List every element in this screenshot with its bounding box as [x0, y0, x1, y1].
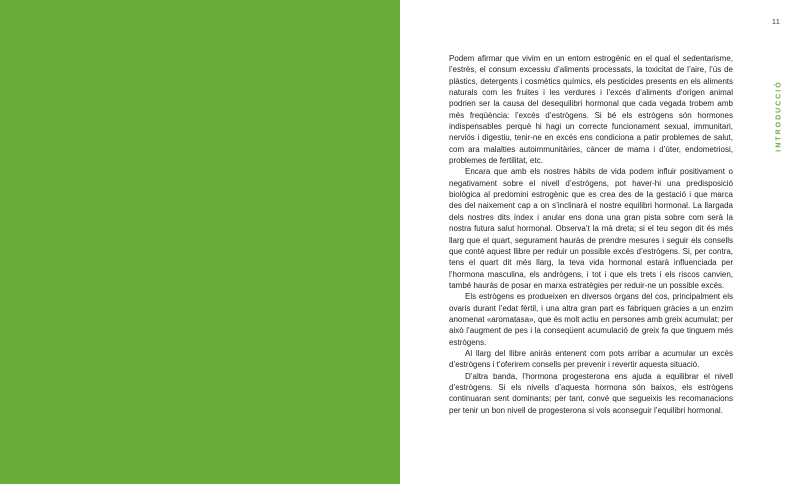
paragraph-1: Podem afirmar que vivim en un entorn estrogènic en el qual el sedentarisme, l’estrès, el consum excessiu d’aliments processats, la toxicitat de l’aire, l’ús de plàstics, detergents i cosmètics químics, els pesticides presents en els aliments naturals com les fruites i les verdures i l’excés d’aliments d’origen animal podrien ser la causa del desequilibri hormonal que cada vegada trobem amb més freqüència: l’excés d’estrògens. Si bé els estrògens són hormones indispensables perquè hi hagi un correcte funcionament sexual, immunitari, nerviós i digestiu, tenir-ne en excés ens condiciona a patir problemes de salut, com ara malalties autoimmunitàries, càncer de mama i d’úter, endometriosi, problemes de fertilitat, etc. [449, 54, 733, 166]
page-number: 11 [772, 19, 781, 26]
paragraph-5: D’altra banda, l’hormona progesterona ens ajuda a equilibrar el nivell d’estrògens. Si els nivells d’aquesta hormona són baixos, els estrògens continuaran sent dominants; per tant, convé que segueixis les recomanacions per tenir un bon nivell de progesterona si vols aconseguir l’equilibri hormonal. [449, 371, 733, 415]
paragraph-4: Al llarg del llibre aniràs entenent com pots arribar a acumular un excés d’estrògens i t’oferirem consells per prevenir i revertir aquesta situació. [449, 348, 733, 370]
body-text [449, 53, 733, 416]
paragraph-2: Encara que amb els nostres hàbits de vida podem influir positivament o negativament sobre el nivell d’estrògens, pot haver-hi una predisposició biològica al predomini estrogènic que es crea des de la gestació i que marca des del naixement cap a on s’inclinarà el nostre equilibri hormonal. La llargada dels nostres dits índex i anular ens dona una gran pista sobre com serà la nostra futura salut hormonal. Observa’t la mà dreta; si el teu segon dit és més llarg que el quart, segurament hauràs de prendre mesures i seguir els consells que conté aquest llibre per reduir un possible excés d’estrògens. Si, per contra, tens el quart dit més llarg, la teva vida hormonal estarà influenciada per l’hormona masculina, els andrògens, i tot i que els trets i els riscos canvien, també hauràs de posar en marxa estratègies per reduir-ne un possible excés. [449, 167, 733, 290]
running-head: INTRODUCCIÓ [775, 80, 783, 152]
paragraph-3: Els estrògens es produeixen en diversos òrgans del cos, principalment els ovaris durant l’edat fèrtil, i una altra gran part es fabriquen gràcies a un enzim anomenat «aromatasa», que és molt actiu en persones amb greix acumulat; per això l’augment de pes i la conseqüent acumulació de greix fa que tinguem més estrògens. [449, 292, 733, 347]
